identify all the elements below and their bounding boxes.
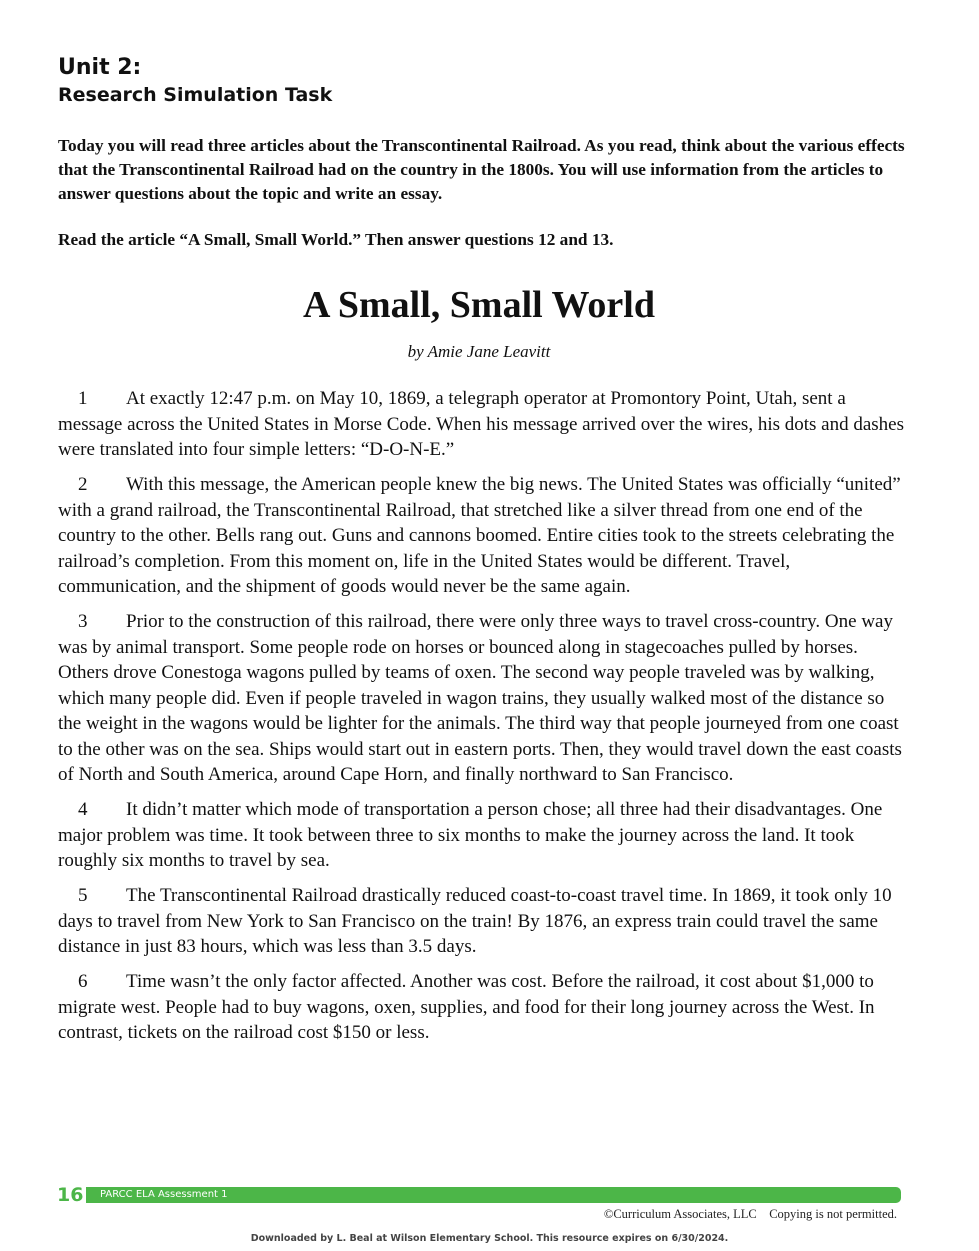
article-byline: by Amie Jane Leavitt [407,342,551,361]
paragraph-text: Time wasn’t the only factor affected. Another was cost. Before the railroad, it cost about $1,000 to migrate west. People had to buy wagons, oxen, supplies, and food for their long journey across the West. In contrast, tickets on the railroad cost $150 or less. [58,971,875,1043]
paragraph-text: The Transcontinental Railroad drastically reduced coast-to-coast travel time. In 1869, it took only 10 days to travel from New York to San Francisco on the train! By 1876, an express train could travel the same distance in just 83 hours, which was less than 3.5 days. [58,885,892,957]
assessment-label: PARCC ELA Assessment 1 [100,1189,228,1200]
article-title: A Small, Small World [303,284,655,326]
article-paragraph [58,609,906,788]
paragraph-number: 3 [78,611,88,632]
copyright-notice: ©Curriculum Associates, LLC Copying is not permitted. [603,1207,897,1221]
paragraph-number: 2 [78,474,88,495]
paragraph-text: With this message, the American people knew the big news. The United States was officially “united” with a grand railroad, the Transcontinental Railroad, that stretched like a silver thread from one end of the country to the other. Bells rang out. Guns and cannons boomed. Entire cities took to the streets celebrating the railroad’s completion. From this moment on, life in the United States would be different. Travel, communication, and the shipment of goods would never be the same again. [58,474,901,597]
page-number: 16 [57,1184,84,1206]
paragraph-number: 6 [78,971,88,992]
article-paragraph [58,883,906,960]
footer-bar [86,1187,901,1203]
instructions-block [58,134,908,252]
read-prompt: Read the article “A Small, Small World.” Then answer questions 12 and 13. [58,230,614,249]
paragraph-text: It didn’t matter which mode of transportation a person chose; all three had their disadvantages. One major problem was time. It took between three to six months to make the journey across the land. It took roughly six months to travel by sea. [58,799,883,871]
article-paragraph [58,472,906,600]
paragraph-text: Prior to the construction of this railroad, there were only three ways to travel cross-country. One way was by animal transport. Some people rode on horses or bounced along in stagecoaches pulled by horses. Others drove Conestoga wagons pulled by teams of oxen. The second way people traveled was by walking, which many people did. Even if people traveled in wagon trains, they usually walked most of the distance so the weight in the wagons would be lighter for the animals. The third way that people journeyed from one coast to the other was on the sea. Ships would start out in eastern ports. Then, they would travel down the east coasts of North and South America, around Cape Horn, and finally northward to San Francisco. [58,611,902,785]
paragraph-number: 5 [78,885,88,906]
instructions-text: Today you will read three articles about the Transcontinental Railroad. As you read, think about the various effects that the Transcontinental Railroad had on the country in the 1800s. You will use information from the articles to answer questions about the topic and write an essay. [58,136,905,203]
unit-number: Unit 2: [58,55,142,80]
task-title: Research Simulation Task [58,84,333,106]
article-paragraph [58,797,906,874]
paragraph-number: 4 [78,799,88,820]
paragraph-number: 1 [78,388,88,409]
paragraph-text: At exactly 12:47 p.m. on May 10, 1869, a telegraph operator at Promontory Point, Utah, sent a message across the United States in Morse Code. When his message arrived over the wires, his dots and dashes were translated into four simple letters: “D-O-N-E.” [58,388,905,460]
article-paragraph [58,386,906,463]
unit-heading [58,54,332,108]
article-paragraph [58,969,906,1046]
article-body [58,386,906,1055]
download-notice: Downloaded by L. Beal at Wilson Elementary School. This resource expires on 6/30/2024. [250,1233,729,1244]
